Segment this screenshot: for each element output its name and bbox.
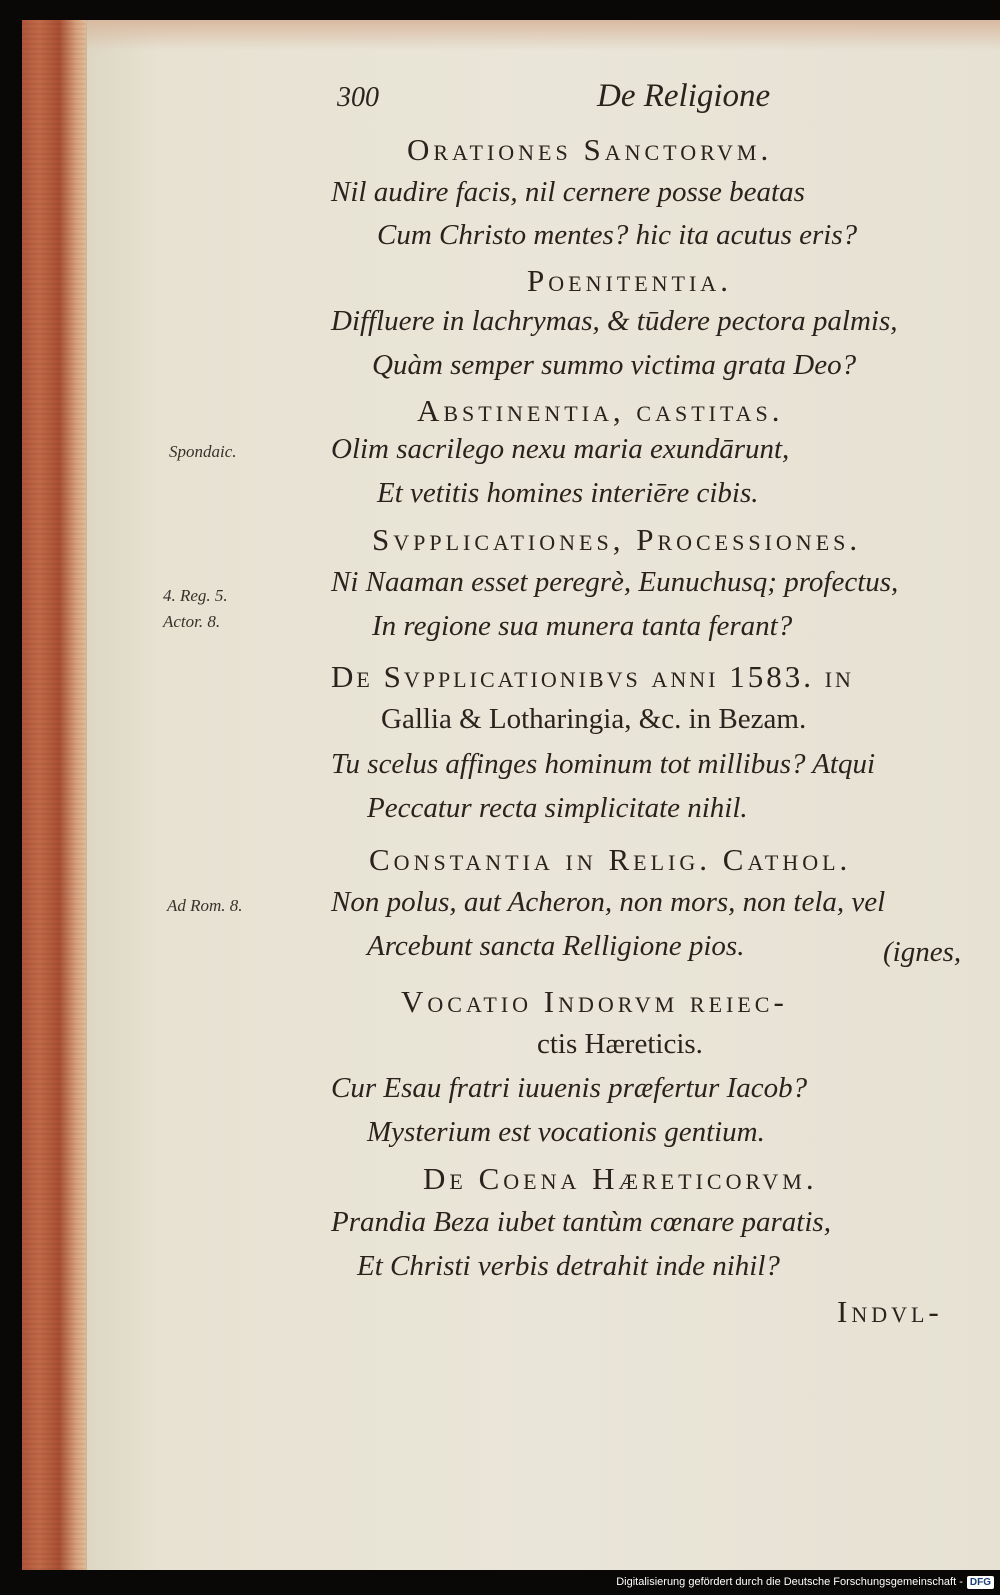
verse-line: Et vetitis homines interiēre cibis. bbox=[377, 477, 759, 509]
verse-line: Quàm semper summo victima grata Deo? bbox=[372, 349, 857, 381]
verse-line: Cur Esau fratri iuuenis præfertur Iacob? bbox=[331, 1072, 808, 1104]
section-heading: Abstinentia, castitas. bbox=[417, 393, 784, 428]
verse-line: Peccatur recta simplicitate nihil. bbox=[367, 792, 748, 824]
catchword: Indvl- bbox=[837, 1294, 943, 1329]
running-title: De Religione bbox=[597, 78, 771, 114]
section-heading: De Svpplicationibvs anni 1583. in bbox=[331, 659, 854, 694]
verse-line: Nil audire facis, nil cernere posse beatas bbox=[331, 176, 805, 208]
heading-line: Gallia & Lotharingia, &c. in Bezam. bbox=[381, 703, 807, 735]
section-heading: Constantia in Relig. Cathol. bbox=[369, 842, 852, 877]
credit-text: Digitalisierung gefördert durch die Deutsche Forschungsgemeinschaft - bbox=[616, 1576, 963, 1588]
verse-line: Cum Christo mentes? hic ita acutus eris? bbox=[377, 219, 858, 251]
section-heading: Orationes Sanctorvm. bbox=[407, 132, 773, 167]
verse-line: Prandia Beza iubet tantùm cœnare paratis, bbox=[331, 1206, 831, 1238]
page-edge bbox=[22, 20, 90, 1570]
verse-line: Olim sacrilego nexu maria exundārunt, bbox=[331, 433, 790, 465]
heading-line: ctis Hæreticis. bbox=[537, 1028, 703, 1060]
page-number: 300 bbox=[337, 82, 379, 113]
page bbox=[86, 20, 1000, 1570]
verse-line: Arcebunt sancta Relligione pios. bbox=[367, 930, 745, 962]
section-heading: Svpplicationes, Procesſiones. bbox=[372, 522, 862, 557]
verse-line: Et Christi verbis detrahit inde nihil? bbox=[357, 1250, 780, 1282]
verse-line: Diffluere in lachrymas, & tūdere pectora palmis, bbox=[331, 305, 898, 337]
verse-line: Tu scelus affinges hominum tot millibus? Atqui bbox=[331, 748, 876, 780]
margin-note: 4. Reg. 5. bbox=[163, 586, 228, 605]
margin-note: Spondaic. bbox=[169, 442, 237, 461]
section-heading: De Coena Hæreticorvm. bbox=[423, 1161, 818, 1196]
dfg-logo: DFG bbox=[967, 1576, 994, 1589]
verse-line: In regione sua munera tanta ferant? bbox=[372, 610, 793, 642]
section-heading: Vocatio Indorvm reiec- bbox=[401, 984, 788, 1019]
verse-line: Ni Naaman esset peregrè, Eunuchusq; profectus, bbox=[331, 566, 899, 598]
margin-note: Ad Rom. 8. bbox=[167, 896, 243, 915]
section-heading: Poenitentia. bbox=[527, 263, 732, 298]
margin-note: Actor. 8. bbox=[163, 612, 221, 631]
verse-line: Non polus, aut Acheron, non mors, non tela, vel bbox=[331, 886, 886, 918]
verse-line: Mysterium est vocationis gentium. bbox=[367, 1116, 765, 1148]
book-scan bbox=[22, 20, 1000, 1570]
digitization-credit bbox=[616, 1573, 994, 1591]
verse-line-overflow: (ignes, bbox=[883, 936, 962, 968]
